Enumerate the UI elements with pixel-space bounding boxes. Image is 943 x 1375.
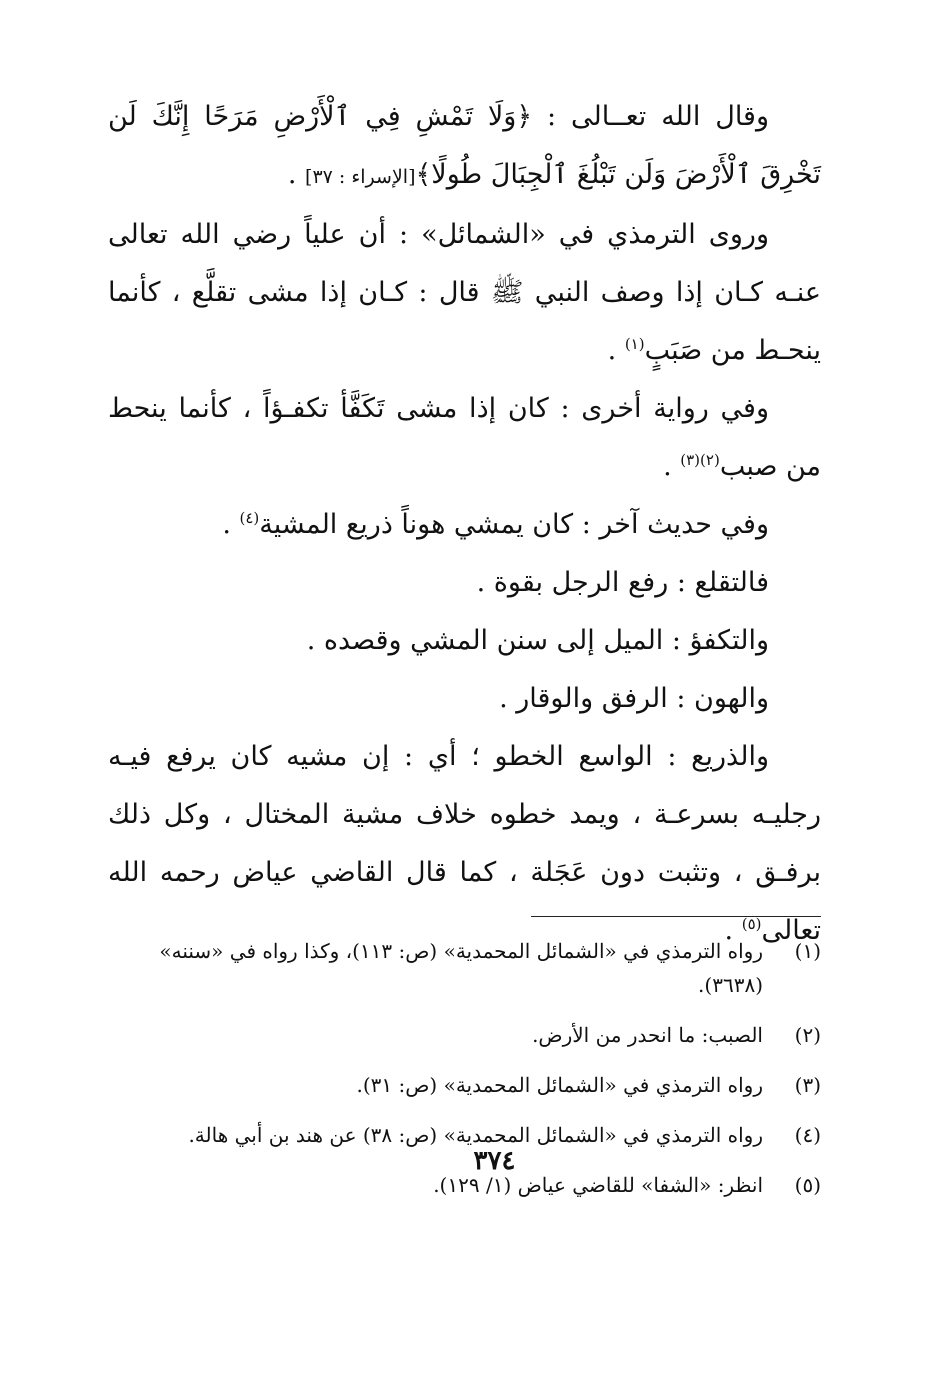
paragraph-text: وفي حديث آخر : كان يمشي هوناً ذريع المشية — [259, 509, 769, 540]
footnote-text: رواه الترمذي في «الشمائل المحمدية» (ص: ٣٨) عن هند بن أبي هالة. — [188, 1123, 763, 1147]
footnote-text: رواه الترمذي في «الشمائل المحمدية» (ص: ١١٣)، وكذا رواه في «سننه» (٣٦٣٨). — [159, 939, 763, 997]
paragraph-intro: وقال الله تعــالى : — [532, 101, 769, 132]
definition-taqallu: فالتقلع : رفع الرجل بقوة . — [476, 567, 769, 598]
punctuation: . — [724, 915, 742, 946]
punctuation: . — [222, 509, 240, 540]
paragraph-tirmidhi — [108, 206, 821, 380]
paragraph-text: وفي رواية أخرى : كان إذا مشى تَكَفَّأ تكفـؤاً ، كأنما ينحط من صبب — [108, 393, 821, 482]
footnote-divider — [531, 916, 821, 917]
definition-dharee — [108, 728, 821, 960]
main-text — [108, 88, 821, 960]
paragraph-text: وروى الترمذي في «الشمائل» : أن علياً رضي الله تعالى عنـه كـان إذا وصف النبي ﷺ قال : كـان إذا مشى تقلَّع ، كأنما ينحـط من صَبَبٍ — [108, 219, 821, 366]
footnote-text: الصبب: ما انحدر من الأرض. — [532, 1023, 763, 1047]
definition-hawn: والهون : الرفق والوقار . — [499, 683, 769, 714]
paragraph-another-hadith — [108, 496, 821, 554]
footnote-number: (٤) — [794, 1123, 821, 1147]
footnote-marker: (٤) — [239, 509, 260, 527]
paragraph-text: والذريع : الواسع الخطو ؛ أي : إن مشيه كان يرفع فيـه رجليـه بسرعـة ، ويمد خطوه خلاف مشية المختال ، وكل ذلك برفـق ، وتثبت دون عَجَلة ، كما قال القاضي عياض رحمه الله تعالى — [108, 741, 821, 946]
page-number: ٣٧٤ — [473, 1146, 516, 1176]
quran-verse: ﴿وَلَا تَمْشِ فِي ٱلْأَرْضِ مَرَحًا إِنَّكَ لَن تَخْرِقَ ٱلْأَرْضَ وَلَن تَبْلُغَ ٱلْجِبَالَ طُولًا﴾ — [108, 101, 821, 190]
definition-takaffu: والتكفؤ : الميل إلى سنن المشي وقصده . — [306, 625, 769, 656]
footnote-number: (٥) — [794, 1173, 821, 1197]
footnote-number: (٢) — [794, 1023, 821, 1047]
footnote-marker: (١) — [624, 335, 645, 353]
footnote-text: رواه الترمذي في «الشمائل المحمدية» (ص: ٣١). — [356, 1073, 763, 1097]
punctuation: . — [663, 451, 681, 482]
book-page — [108, 88, 821, 1295]
footnote-number: (٣) — [794, 1073, 821, 1097]
paragraph-another-narration — [108, 380, 821, 496]
paragraph-quran-quote — [108, 88, 821, 206]
punctuation: . — [607, 335, 625, 366]
footnote-item — [108, 934, 821, 1002]
footnote-marker: (٢)(٣) — [680, 451, 720, 469]
verse-reference: [الإسراء : ٣٧] — [305, 166, 416, 188]
footnote-marker: (٥) — [741, 915, 762, 933]
footnote-item — [108, 1018, 821, 1052]
footnote-text: انظر: «الشفا» للقاضي عياض (١/ ١٢٩). — [433, 1173, 763, 1197]
footnote-number: (١) — [794, 939, 821, 963]
footnote-item — [108, 1068, 821, 1102]
punctuation: . — [287, 159, 306, 190]
